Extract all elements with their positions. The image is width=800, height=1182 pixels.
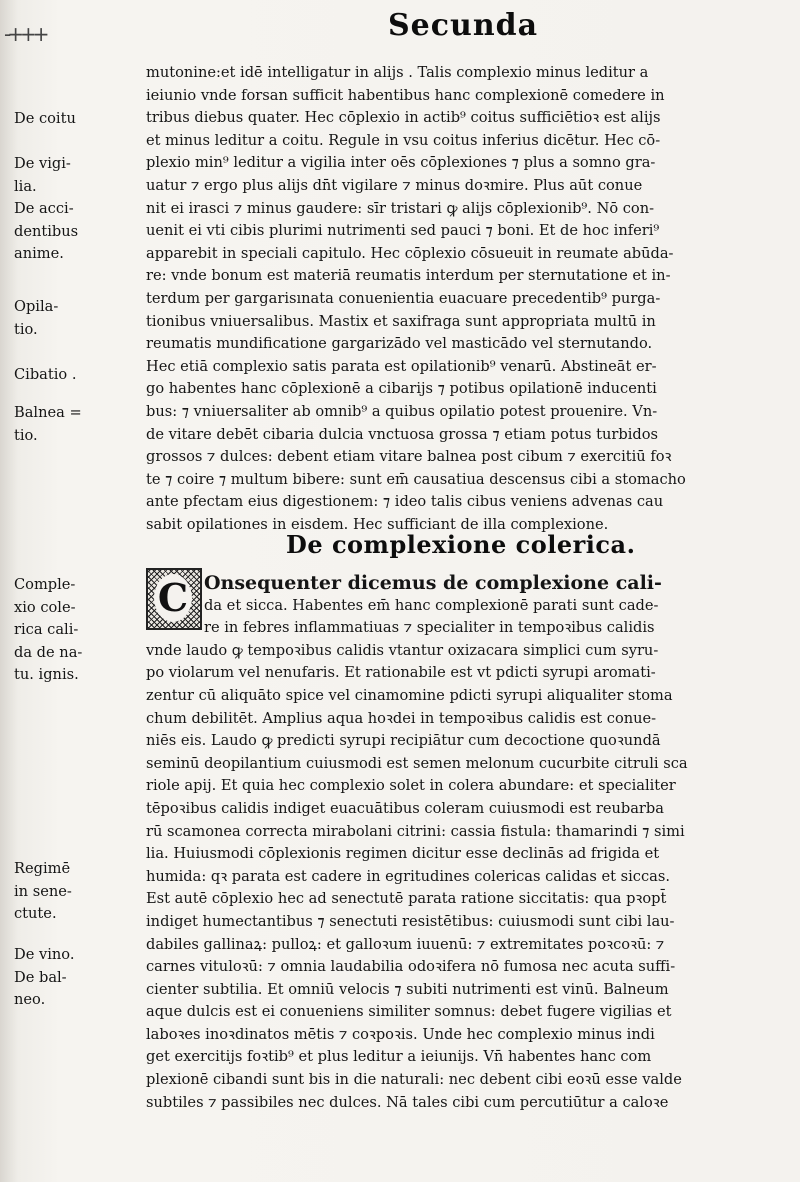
margin-note-line: Opila- <box>14 298 59 315</box>
section-text-block <box>146 572 796 1114</box>
section-lead-line <box>146 572 796 595</box>
text-line: et minus leditur a coitu. Regule in vsu coitus inferius dicētur. Hec cō- <box>146 131 661 149</box>
text-line: apparebit in speciali capitulo. Hec cōplexio cōsueuit in reumate abūda- <box>146 244 674 262</box>
margin-note-coitu <box>14 108 142 131</box>
text-line: terdum per gargarisınata conuenientia euacuare precedentib⁹ purga- <box>146 289 661 307</box>
text-line: nit ei irasci ⁊ minus gaudere: sīr tristari ꝙ alijs cōplexionib⁹. Nō con- <box>146 199 655 217</box>
text-line: da et sicca. Habentes em̄ hanc complexionē parati sunt cade- <box>204 596 659 614</box>
text-line: Est autē cōplexio hec ad senectutē parata ratione siccitatis: qua pꝛopt̄ <box>146 890 667 908</box>
margin-note-opilatio <box>14 296 142 341</box>
text-line: riole apij. Et quia hec complexio solet in colera abundare: et specialiter <box>146 777 676 795</box>
text-line: rū scamonea correcta mirabolani citrini: cassia fistula: thamarindi ⁊ simi <box>146 822 685 840</box>
text-line: chum debilitēt. Amplius aqua hoꝛdei in tempoꝛibus calidis est conue- <box>146 709 657 727</box>
main-text-block <box>146 62 796 536</box>
text-line: Hec etiā complexio satis parata est opilationib⁹ venarū. Abstineāt er- <box>146 357 657 375</box>
margin-note-cibatio <box>14 364 142 387</box>
text-line: dabiles gallinaꝝ: pulloꝝ: et galloꝛum iuuenū: ⁊ extremitates poꝛcoꝛū: ⁊ <box>146 935 665 953</box>
text-line: plexionē cibandi sunt bis in die naturali: nec debent cibi eoꝛū esse valde <box>146 1071 682 1089</box>
text-line: ieiunio vnde forsan sufficit habentibus hanc complexionē comedere in <box>146 86 665 104</box>
margin-note-line: De vino. <box>14 946 75 963</box>
section-heading: De complexione colerica. <box>286 530 636 559</box>
text-line: te ⁊ coire ⁊ multum bibere: sunt em̄ causatiua descensus cibi a stomacho <box>146 470 686 488</box>
section-lead: Onsequenter dicemus de complexione cali- <box>204 572 662 594</box>
margin-note-line: Comple- <box>14 576 76 593</box>
text-line: indiget humectantibus ⁊ senectuti resistētibus: cuiusmodi sunt cibi lau- <box>146 912 675 930</box>
text-line: seminū deopilantium cuiusmodi est semen melonum cucurbite citruli sca <box>146 754 688 772</box>
margin-note-line: rica cali- <box>14 621 79 639</box>
margin-note-line: anime. <box>14 245 64 263</box>
text-line: humida: qꝛ parata est cadere in egritudines colericas calidas et siccas. <box>146 867 670 885</box>
margin-note-line: xio cole- <box>14 598 76 616</box>
text-line: bus: ⁊ vniuersaliter ab omnib⁹ a quibus opilatio potest prouenire. Vn- <box>146 402 658 420</box>
text-line: go habentes hanc cōplexionē a cibarijs ⁊ potibus opilationē inducenti <box>146 380 657 398</box>
text-line: subtiles ⁊ passibiles nec dulces. Nā tales cibi cum percutiūtur a caloꝛe <box>146 1093 669 1111</box>
margin-note-line: De coitu <box>14 110 76 127</box>
margin-note-line: De bal- <box>14 968 67 986</box>
text-line: tionibus vniuersalibus. Mastix et saxifraga sunt appropriata multū in <box>146 312 656 330</box>
margin-note-line: tio. <box>14 426 38 444</box>
corner-mark: -+++ <box>4 22 46 46</box>
margin-note-vigilia <box>14 153 142 198</box>
margin-note-line: dentibus <box>14 222 79 240</box>
text-line: re in febres inflammatiuas ⁊ specialiter in tempoꝛibus calidis <box>204 619 655 637</box>
text-line: mutonine:et idē intelligatur in alijs . Talis complexio minus leditur a <box>146 64 649 81</box>
text-line: carnes vituloꝛū: ⁊ omnia laudabilia odoꝛifera nō fumosa nec acuta suffi- <box>146 958 676 976</box>
text-line: zentur cū aliquāto spice vel cinamomine pdicti syrupi aliqualiter stoma <box>146 686 673 704</box>
margin-note-accidentibus <box>14 198 142 266</box>
text-line: sabit opilationes in eisdem. Hec sufficiant de illa complexione. <box>146 515 609 533</box>
text-line: aque dulcis est ei conueniens similiter somnus: debet fugere vigilias et <box>146 1003 672 1021</box>
text-line: vnde laudo ꝙ tempoꝛibus calidis vtantur oxizacara simplici cum syru- <box>146 641 659 659</box>
margin-note-line: Regimē <box>14 860 71 877</box>
text-line: reumatis mundificatione gargarizādo vel masticādo vel sternutando. <box>146 335 653 353</box>
margin-note-balneatio <box>14 402 142 447</box>
text-line: tribus diebus quater. Hec cōplexio in actib⁹ coitus sufficiētioꝛ est alijs <box>146 109 661 127</box>
text-line: tēpoꝛibus calidis indiget euacuātibus coleram cuiusmodi est reubarba <box>146 799 664 817</box>
margin-note-line: da de na- <box>14 643 83 661</box>
margin-note-line: in sene- <box>14 882 72 900</box>
margin-note-line: tio. <box>14 320 38 338</box>
decorated-initial-letter: C <box>154 574 192 622</box>
text-line: re: vnde bonum est materiā reumatis interdum per sternutatione et in- <box>146 267 671 285</box>
text-line: get exercitijs foꝛtib⁹ et plus leditur a ieiunijs. Vn̄ habentes hanc com <box>146 1048 652 1066</box>
margin-note-line: De vigi- <box>14 155 71 172</box>
margin-note-line: Cibatio . <box>14 366 77 383</box>
margin-note-vino <box>14 944 142 1012</box>
text-line: niēs eis. Laudo ꝙ predicti syrupi recipiātur cum decoctione quoꝛundā <box>146 732 661 750</box>
text-line: de vitare debēt cibaria dulcia vnctuosa grossa ⁊ etiam potus turbidos <box>146 425 659 443</box>
text-line: lia. Huiusmodi cōplexionis regimen dicitur esse declinās ad frigida et <box>146 845 660 863</box>
text-line: po violarum vel nenufaris. Et rationabile est vt pdicti syrupi aromati- <box>146 664 656 682</box>
text-line: uatur ⁊ ergo plus alijs dn̄t vigilare ⁊ minus doꝛmire. Plus aūt conue <box>146 176 643 194</box>
margin-note-line: tu. ignis. <box>14 666 79 684</box>
margin-note-line: neo. <box>14 991 46 1009</box>
text-line: cienter subtilia. Et omniū velocis ⁊ subiti nutrimenti est vinū. Balneum <box>146 980 669 998</box>
margin-note-line: Balnea = <box>14 404 82 421</box>
text-line: grossos ⁊ dulces: debent etiam vitare balnea post cibum ⁊ exercitiū foꝛ <box>146 448 672 466</box>
text-line: laboꝛes inoꝛdinatos mētis ⁊ coꝛpoꝛis. Unde hec complexio minus indi <box>146 1025 655 1043</box>
margin-note-complexio <box>14 574 142 687</box>
running-header: Secunda <box>388 8 539 43</box>
margin-note-line: De acci- <box>14 200 74 217</box>
margin-note-line: lia. <box>14 177 37 195</box>
text-line: ante pfectam eius digestionem: ⁊ ideo talis cibus veniens advenas cau <box>146 493 664 511</box>
margin-note-line: ctute. <box>14 905 57 923</box>
text-line: plexio min⁹ leditur a vigilia inter oēs cōplexiones ⁊ plus a somno gra- <box>146 154 656 172</box>
margin-note-senectute <box>14 858 142 926</box>
text-line: uenit ei vti cibis plurimi nutrimenti sed pauci ⁊ boni. Et de hoc inferi⁹ <box>146 222 660 240</box>
